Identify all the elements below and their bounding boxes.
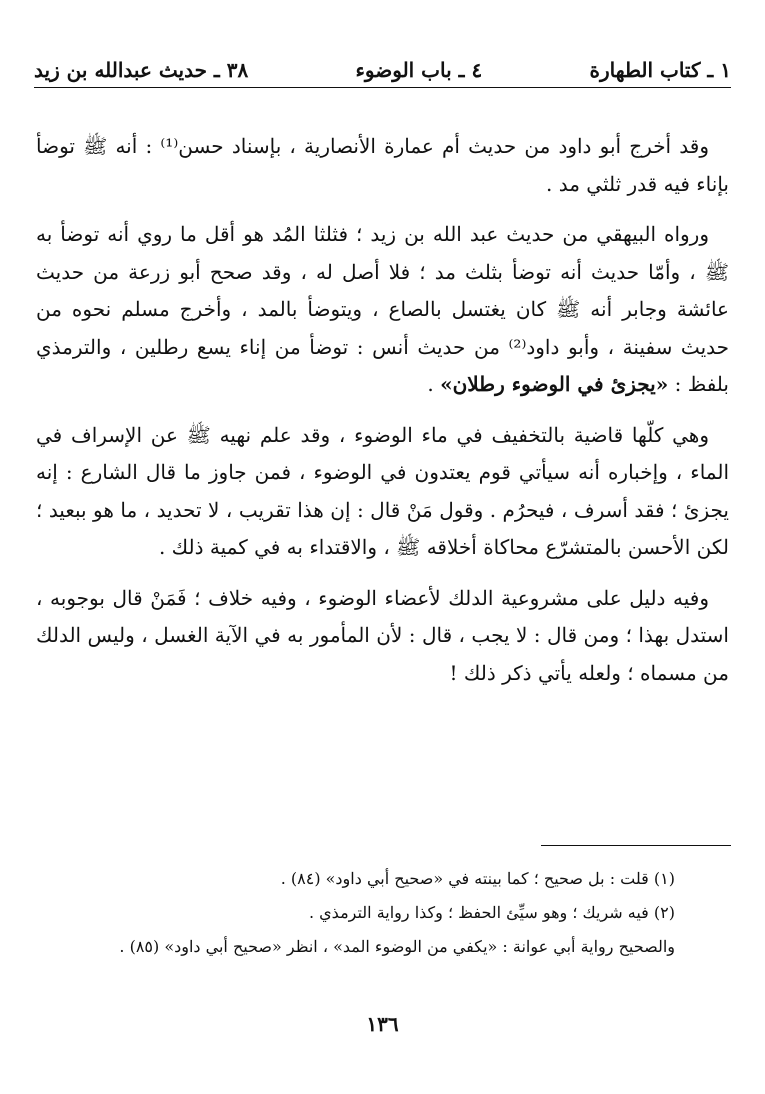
main-text [36, 128, 729, 705]
paragraph [36, 128, 729, 203]
paragraph-text: وقد أخرج أبو داود من حديث أم عمارة الأنصارية ، بإسناد حسن⁽¹⁾ : أنه ﷺ توضأ بإناء فيه قدر ثلثي مد . [36, 134, 729, 196]
paragraph-ending: . [427, 372, 441, 396]
running-header [34, 52, 731, 88]
header-section: ٤ ـ باب الوضوء [355, 58, 483, 82]
header-hadith: ٣٨ ـ حديث عبدالله بن زيد [34, 58, 249, 82]
footnote: والصحيح رواية أبي عوانة : «يكفي من الوضوء المد» ، انظر «صحيح أبي داود» (٨٥) . [119, 937, 675, 956]
header-divider [34, 87, 731, 88]
paragraph-text: ورواه البيهقي من حديث عبد الله بن زيد ؛ فثلثا المُد هو أقل ما روي أنه توضأ به ﷺ ، وأمّا حديث أنه توضأ بثلث مد ؛ فلا أصل له ، وقد صحح أبو زرعة من حديث عائشة وجابر أنه ﷺ كان يغتسل بالصاع ، ويتوضأ بالمد ، وأخرج مسلم نحوه من حديث سفينة ، وأبو داود⁽²⁾ من حديث أنس : توضأ من إناء يسع رطلين ، والترمذي بلفظ : [36, 222, 730, 396]
paragraph [36, 216, 729, 404]
paragraph [36, 417, 729, 567]
paragraph-text: وفيه دليل على مشروعية الدلك لأعضاء الوضوء ، وفيه خلاف ؛ فَمَنْ قال بوجوبه ، استدل بهذا ؛ ومن قال : لا يجب ، قال : لأن المأمور به في الآية الغسل ، وليس الدلك من مسماه ؛ ولعله يأتي ذكر ذلك ! [36, 585, 729, 685]
footnote-divider [541, 845, 731, 846]
header-chapter: ١ ـ كتاب الطهارة [589, 58, 731, 82]
footnote: (١) قلت : بل صحيح ؛ كما بينته في «صحيح أبي داود» (٨٤) . [280, 869, 675, 888]
page-number: ١٣٦ [366, 1012, 399, 1036]
footnotes [90, 862, 675, 964]
bold-quote: «يجزئ في الوضوء رطلان» [440, 372, 669, 396]
paragraph-text: وهي كلّها قاضية بالتخفيف في ماء الوضوء ، وقد علم نهيه ﷺ عن الإسراف في الماء ، وإخباره أنه سيأتي قوم يعتدون في الوضوء ، فمن جاوز ما قال الشارع : إنه يجزئ ؛ فقد أسرف ، فيحرُم . وقول مَنْ قال : إن هذا تقريب ، لا تحديد ، ما هو ببعيد ؛ لكن الأحسن بالمتشرّع محاكاة أخلاقه ﷺ ، والاقتداء به في كمية ذلك . [36, 422, 729, 559]
paragraph [36, 580, 729, 693]
footnote: (٢) فيه شريك ؛ وهو سيِّئ الحفظ ؛ وكذا رواية الترمذي . [308, 903, 675, 922]
